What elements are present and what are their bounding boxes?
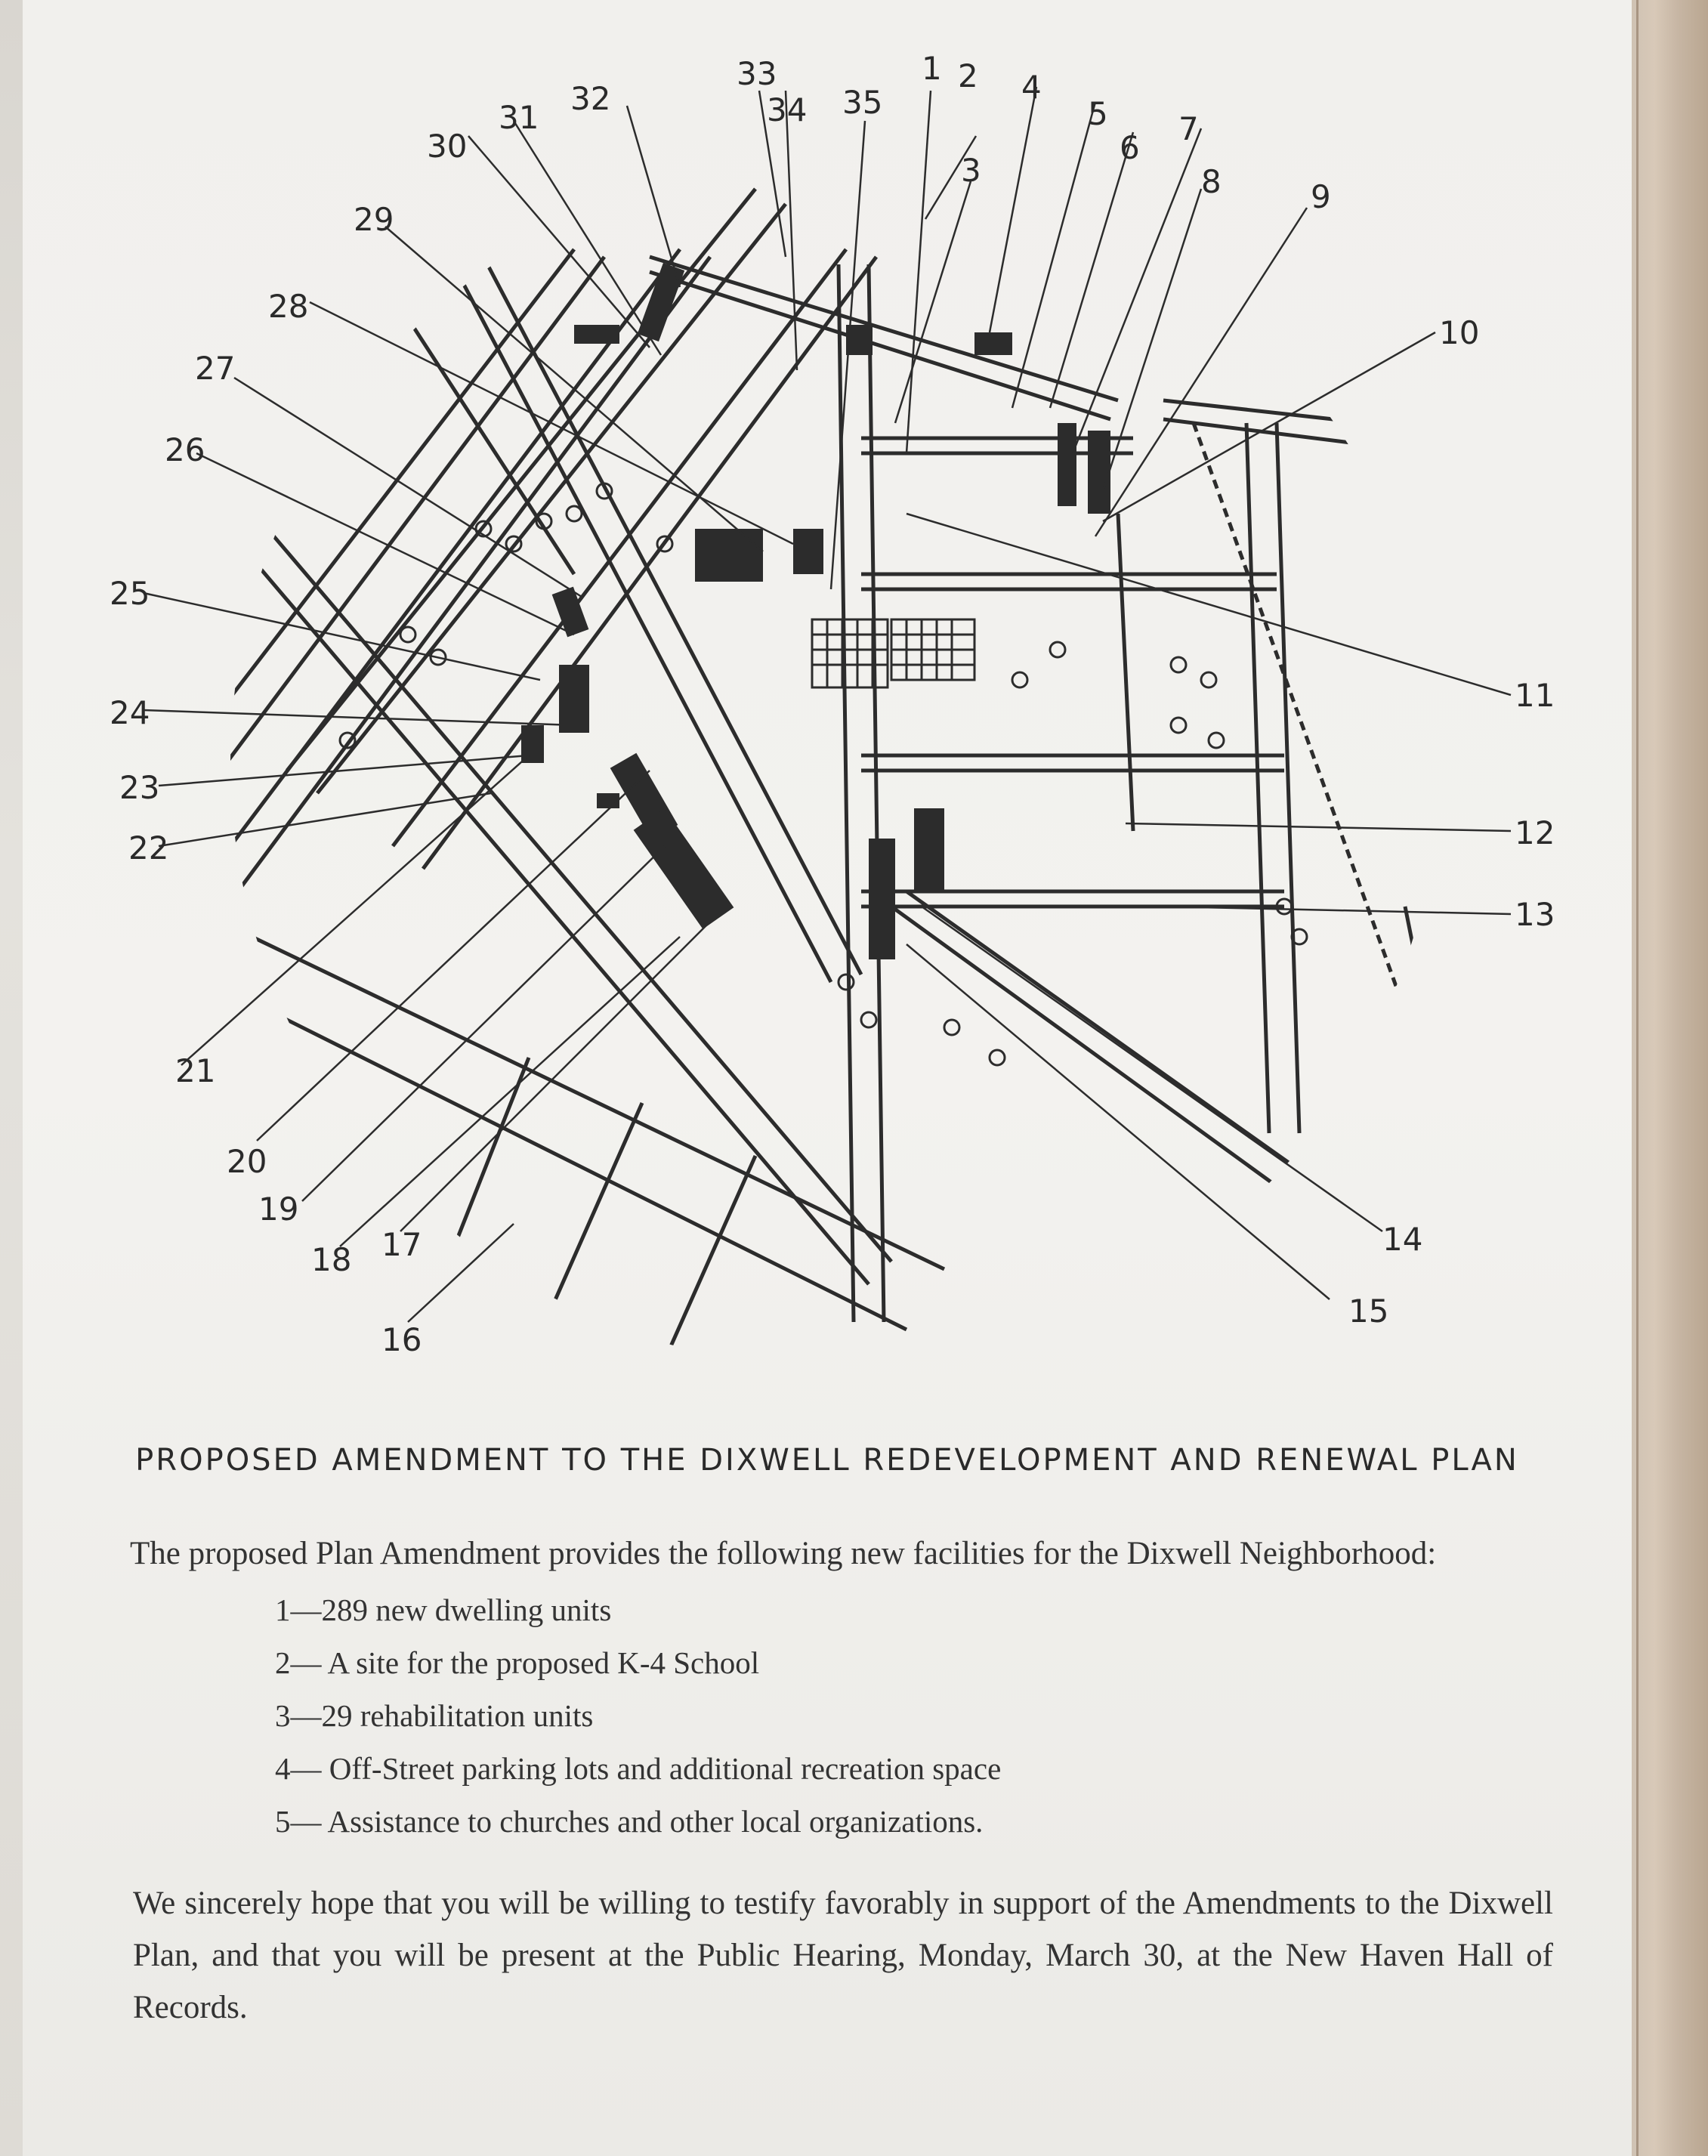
facilities-list <box>275 1583 1001 1848</box>
map-label: 8 <box>1201 163 1222 200</box>
map-label: 6 <box>1120 129 1140 166</box>
map-label: 4 <box>1021 69 1042 106</box>
map-label: 7 <box>1178 110 1199 147</box>
map-label: 25 <box>110 575 150 612</box>
map-label: 5 <box>1088 95 1108 132</box>
map-label: 23 <box>119 769 160 806</box>
map-label: 28 <box>268 288 309 325</box>
list-item: 1—289 new dwelling units <box>275 1592 612 1627</box>
map-label: 15 <box>1348 1293 1389 1330</box>
closing-paragraph: We sincerely hope that you will be willing to testify favorably in support of the Amendments to the Dixwell Plan, and that you will be present at the Public Hearing, Monday, March 30, at the New Haven Hall of Records. <box>133 1886 1553 2025</box>
map-label: 13 <box>1515 896 1555 933</box>
map-label: 19 <box>258 1191 299 1228</box>
map-label: 17 <box>381 1226 422 1263</box>
map-label: 18 <box>311 1241 352 1278</box>
street-network <box>151 189 1435 1360</box>
central-plaza-grid <box>812 619 974 687</box>
map-label: 32 <box>570 80 611 117</box>
map-label: 11 <box>1515 677 1555 714</box>
map-label: 27 <box>195 350 236 387</box>
map-label: 29 <box>354 201 394 238</box>
map-label: 26 <box>165 431 205 468</box>
map-label: 35 <box>842 84 883 121</box>
map-label: 33 <box>737 55 777 92</box>
list-item: 3—29 rehabilitation units <box>275 1698 594 1733</box>
map-label: 31 <box>499 99 539 136</box>
map-label: 24 <box>110 694 150 731</box>
map-label: 14 <box>1382 1221 1423 1258</box>
map-label: 2 <box>958 57 978 94</box>
list-item: 5— Assistance to churches and other local organizations. <box>275 1804 984 1839</box>
map-label: 16 <box>381 1321 422 1358</box>
map-labels-right <box>1348 314 1555 1330</box>
map-label: 22 <box>128 829 169 866</box>
list-item: 2— A site for the proposed K-4 School <box>275 1645 760 1680</box>
map-label: 9 <box>1311 178 1331 215</box>
list-item: 4— Off-Street parking lots and additional recreation space <box>275 1751 1002 1786</box>
map-label: 12 <box>1515 814 1555 851</box>
map-label: 30 <box>427 128 468 165</box>
map-label: 34 <box>767 91 808 128</box>
document-heading: PROPOSED AMENDMENT TO THE DIXWELL REDEVELOPMENT AND RENEWAL PLAN <box>135 1443 1519 1478</box>
map-label: 21 <box>175 1052 216 1089</box>
map-label: 20 <box>227 1143 267 1180</box>
map-label: 1 <box>922 50 942 87</box>
map-label: 10 <box>1439 314 1480 351</box>
intro-paragraph: The proposed Plan Amendment provides the following new facilities for the Dixwell Neighborhood: <box>130 1536 1437 1571</box>
map-labels-top <box>268 50 1331 325</box>
map-label: 3 <box>961 152 981 189</box>
